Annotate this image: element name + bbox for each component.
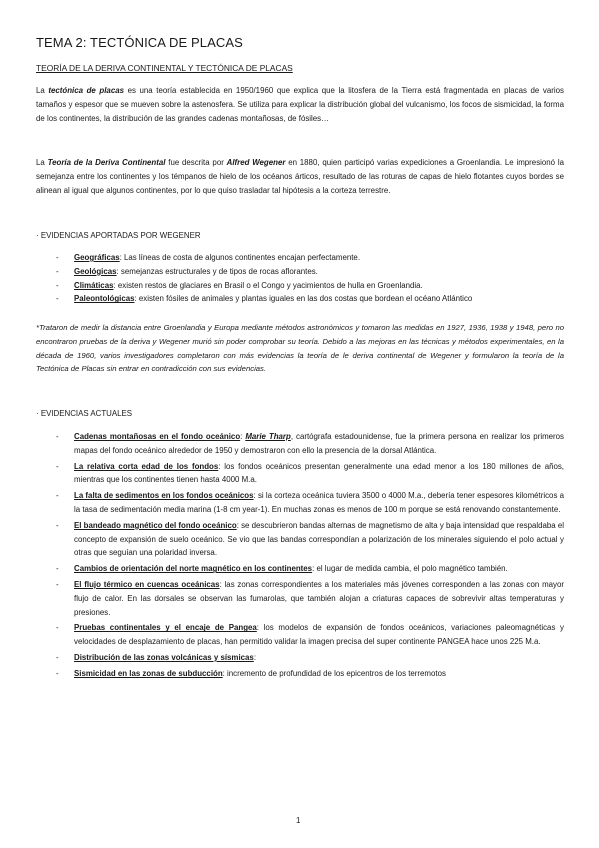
text: : las zonas correspondientes a los materiales más jóvenes corresponden a las zonas con mayor flujo de calor. En las dorsales se observan las fumarolas, que también alojan a criaturas capaces de sobrevivir altas temperaturas y presiones. [74, 579, 565, 617]
list-item [36, 279, 564, 293]
list-item [36, 430, 564, 458]
text: es una teoría establecida en 1950/1960 que explica que la litosfera de la Tierra está fragmentada en placas de varios tamaños y espesor que se mueven sobre la astenosfera. Se utiliza para explicar la distribución global del vulcanismo, los focos de sismicidad, la forma de los continentes, la distribución de las grandes cadenas montañosas, de fósiles… [36, 86, 564, 123]
term: Geográficas [74, 253, 120, 262]
term: Sismicidad en las zonas de subducción [74, 668, 223, 678]
term: Pruebas continentales y el encaje de Pangea [74, 623, 257, 633]
section-heading-actuales: · EVIDENCIAS ACTUALES [36, 409, 133, 418]
dash-bullet: - [56, 253, 59, 262]
section-heading-wegener: · EVIDENCIAS APORTADAS POR WEGENER [36, 231, 201, 240]
text: : incremento de profundidad de los epicentros de los terremotos [222, 668, 446, 678]
list-item [36, 578, 564, 619]
text: : los fondos oceánicos presentan generalmente una edad menor a los 180 millones de años, mientras que los continentes tienen hasta 4000 M.a. [74, 461, 564, 485]
text: : Las líneas de costa de algunos continentes encajan perfectamente. [119, 253, 361, 262]
term: Climáticas [74, 280, 114, 290]
dash-bullet: - [56, 564, 59, 574]
dash-bullet: - [56, 668, 59, 678]
term: Distribución de las zonas volcánicas y sísmicas [74, 652, 254, 662]
dash-bullet: - [56, 623, 59, 633]
section-heading: TEORÍA DE LA DERIVA CONTINENTAL Y TECTÓNICA DE PLACAS [36, 63, 293, 73]
text: en 1880, quien participó varias expediciones a Groenlandia. Le impresionó la semejanza entre los continentes y los témpanos de hielo de los océanos árticos, resultado de las roturas de capas de hielo flotantes cuyos bordes se alinean al igual que algunos continentes, por lo que quiso trasladar tal hipótesis a la corteza terrestre. [36, 158, 564, 195]
term: Geológicas [74, 266, 117, 276]
text: : si la corteza oceánica tuviera 3500 o 4000 M.a., debería tener espesores kilométricos a la tasa de sedimentación media marina (1-8 cm year-1). En muchas zonas es menos de 100 m porque se está renovando constantemente. [74, 491, 564, 514]
list-item [36, 667, 564, 681]
dash-bullet: - [56, 266, 59, 276]
list-item [36, 265, 564, 279]
term-deriva: Teoría de la Deriva Continental [47, 158, 166, 167]
author-name: Alfred Wegener [226, 158, 286, 167]
list-item [36, 651, 564, 665]
current-evidence-list [36, 430, 564, 681]
dash-bullet: - [56, 491, 59, 501]
text: La [36, 158, 48, 167]
term-tectonica: tectónica de placas [48, 86, 124, 95]
term: El flujo térmico en cuencas oceánicas [74, 579, 220, 589]
list-item [36, 251, 564, 265]
list-item [36, 460, 564, 488]
list-item [36, 292, 564, 306]
text: : los modelos de expansión de fondos oceánicos, variaciones paleomagnéticas y velocidades de desplazamiento de placas, han permitido validar la imagen precisa del super continente PANGEA hace unos 225 M.a. [74, 623, 564, 647]
dash-bullet: - [56, 579, 59, 589]
text: fue descrita por [165, 158, 227, 167]
dash-bullet: - [56, 520, 59, 530]
term: La falta de sedimentos en los fondos oceánicos [74, 491, 254, 501]
text: , cartógrafa estadounidense, fue la primera persona en realizar los primeros mapas del fondo oceánico alrededor de 1950 y demostraron con ello la presencia de la dorsal Atlántica. [74, 432, 564, 455]
dash-bullet: - [56, 432, 59, 441]
term: El bandeado magnético del fondo oceánico [74, 520, 237, 530]
text: La [36, 86, 49, 95]
text: : el lugar de medida cambia, el polo magnético también. [312, 564, 508, 574]
paragraph-wegener [36, 156, 564, 197]
term: Cambios de orientación del norte magnético en los continentes [74, 564, 313, 574]
list-item [36, 519, 564, 560]
text: : se descubrieron bandas alternas de magnetismo de alta y baja intensidad que respaldaba el concepto de expansión de suelo oceánico. Se vio que las bandas correspondían a polarización de los minerales siguiendo el polo actual y otras que seguían una polaridad inversa. [74, 520, 564, 558]
wegener-evidence-list [36, 251, 564, 306]
dash-bullet: - [56, 294, 59, 304]
text: : [240, 432, 246, 441]
dash-bullet: - [56, 461, 59, 471]
text: : [253, 652, 257, 662]
author-name: Marie Tharp [245, 432, 291, 441]
page-title: TEMA 2: TECTÓNICA DE PLACAS [36, 35, 243, 50]
dash-bullet: - [56, 280, 59, 290]
italic-note: *Trataron de medir la distancia entre Groenlandia y Europa mediante métodos astronómicos y tomaron las medidas en 1927, 1936, 1938 y 1948, pero no encontraron pruebas de la deriva y Wegener murió sin poder comprobar su teoría. Debido a las mejoras en las técnicas y métodos experimentales, en la década de 1960, varios investigadores completaron con más evidencias la teoría de le deriva continental de Wegener y formularon la teoría de la Tectónica de Placas sin entrar en contradicción con sus evidencias. [36, 323, 564, 374]
term: Cadenas montañosas en el fondo oceánico [74, 432, 241, 441]
text: : existen restos de glaciares en Brasil o el Congo y yacimientos de hulla en Groenlandia. [113, 280, 423, 290]
list-item [36, 621, 564, 649]
dash-bullet: - [56, 652, 59, 662]
page-number: 1 [296, 816, 301, 825]
list-item [36, 562, 564, 576]
term: La relativa corta edad de los fondos [74, 461, 219, 471]
term: Paleontológicas [74, 294, 135, 304]
text: : semejanzas estructurales y de tipos de rocas aflorantes. [116, 266, 318, 276]
paragraph-intro [36, 84, 564, 125]
list-item [36, 489, 564, 517]
text: : existen fósiles de animales y plantas iguales en las dos costas que bordean el océano Atlántico [134, 294, 473, 304]
